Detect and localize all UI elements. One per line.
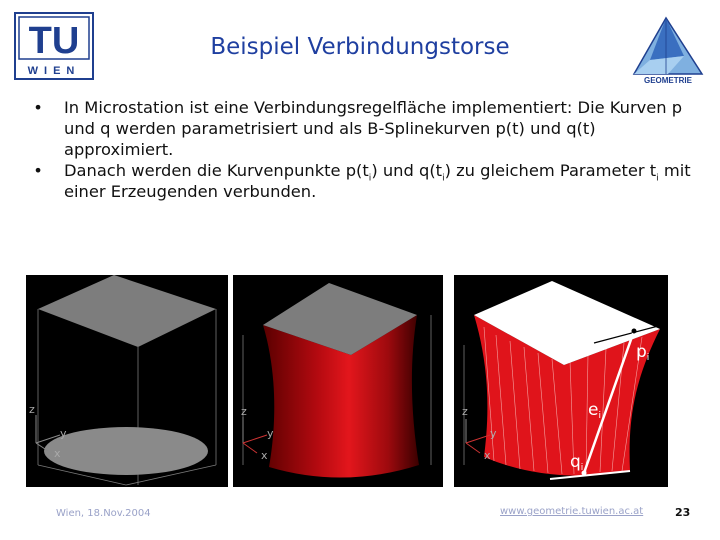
axis-label-z: z (462, 405, 468, 418)
figure-panel-ruled-surface (454, 275, 668, 487)
subscript-i: i (368, 173, 372, 184)
axis-label-y: y (490, 427, 497, 440)
subscript-i: i (442, 173, 445, 184)
page-title: Beispiel Verbindungstorse (210, 34, 510, 60)
axis-label-y: y (267, 427, 274, 440)
point-p-marker (632, 329, 637, 334)
axis-label-x: x (54, 447, 61, 460)
figure-panel-planes (26, 275, 228, 487)
axis-triad (241, 405, 274, 462)
bullet-dot: • (33, 98, 43, 117)
bullet-dot: • (33, 161, 43, 180)
axis-label-x: x (484, 449, 491, 462)
axis-label-x: x (261, 449, 268, 462)
axis-label-z: z (241, 405, 247, 418)
bottom-ellipse (44, 427, 208, 475)
label-p: pi (636, 342, 650, 363)
geometrie-logo (628, 16, 708, 86)
bullet-text: ) zu gleichem Parameter t (444, 161, 657, 180)
figure-panel-shaded-surface (233, 275, 443, 487)
bullet-text: Danach werden die Kurvenpunkte p(t (64, 161, 369, 180)
bullet-text: mit einer Erzeugenden verbunden. (64, 161, 691, 201)
geometrie-logo-text: GEOMETRIE (643, 76, 693, 85)
top-square-plane (38, 275, 216, 347)
footer-date: Wien, 18.Nov.2004 (56, 508, 151, 519)
label-q: qi (570, 452, 584, 473)
axis-label-y: y (60, 427, 67, 440)
tu-logo-text: TU (28, 20, 80, 62)
wien-logo-text: WIEN (27, 65, 81, 77)
bullet-text: In Microstation ist eine Verbindungsregelfläche implementiert: Die Kurven p und q werden parametrisiert und als B-Splinekurven p(t) und q(t) approximiert. (64, 98, 683, 159)
bullet-item (28, 97, 708, 160)
footer-url-link[interactable]: www.geometrie.tuwien.ac.at (500, 506, 644, 517)
page-number: 23 (675, 506, 691, 519)
bullet-list (28, 97, 708, 202)
axis-label-z: z (29, 403, 35, 416)
bullet-text: ) und q(t (371, 161, 443, 180)
bullet-item (28, 160, 708, 202)
label-e: ei (588, 400, 601, 421)
subscript-i: i (656, 173, 659, 184)
